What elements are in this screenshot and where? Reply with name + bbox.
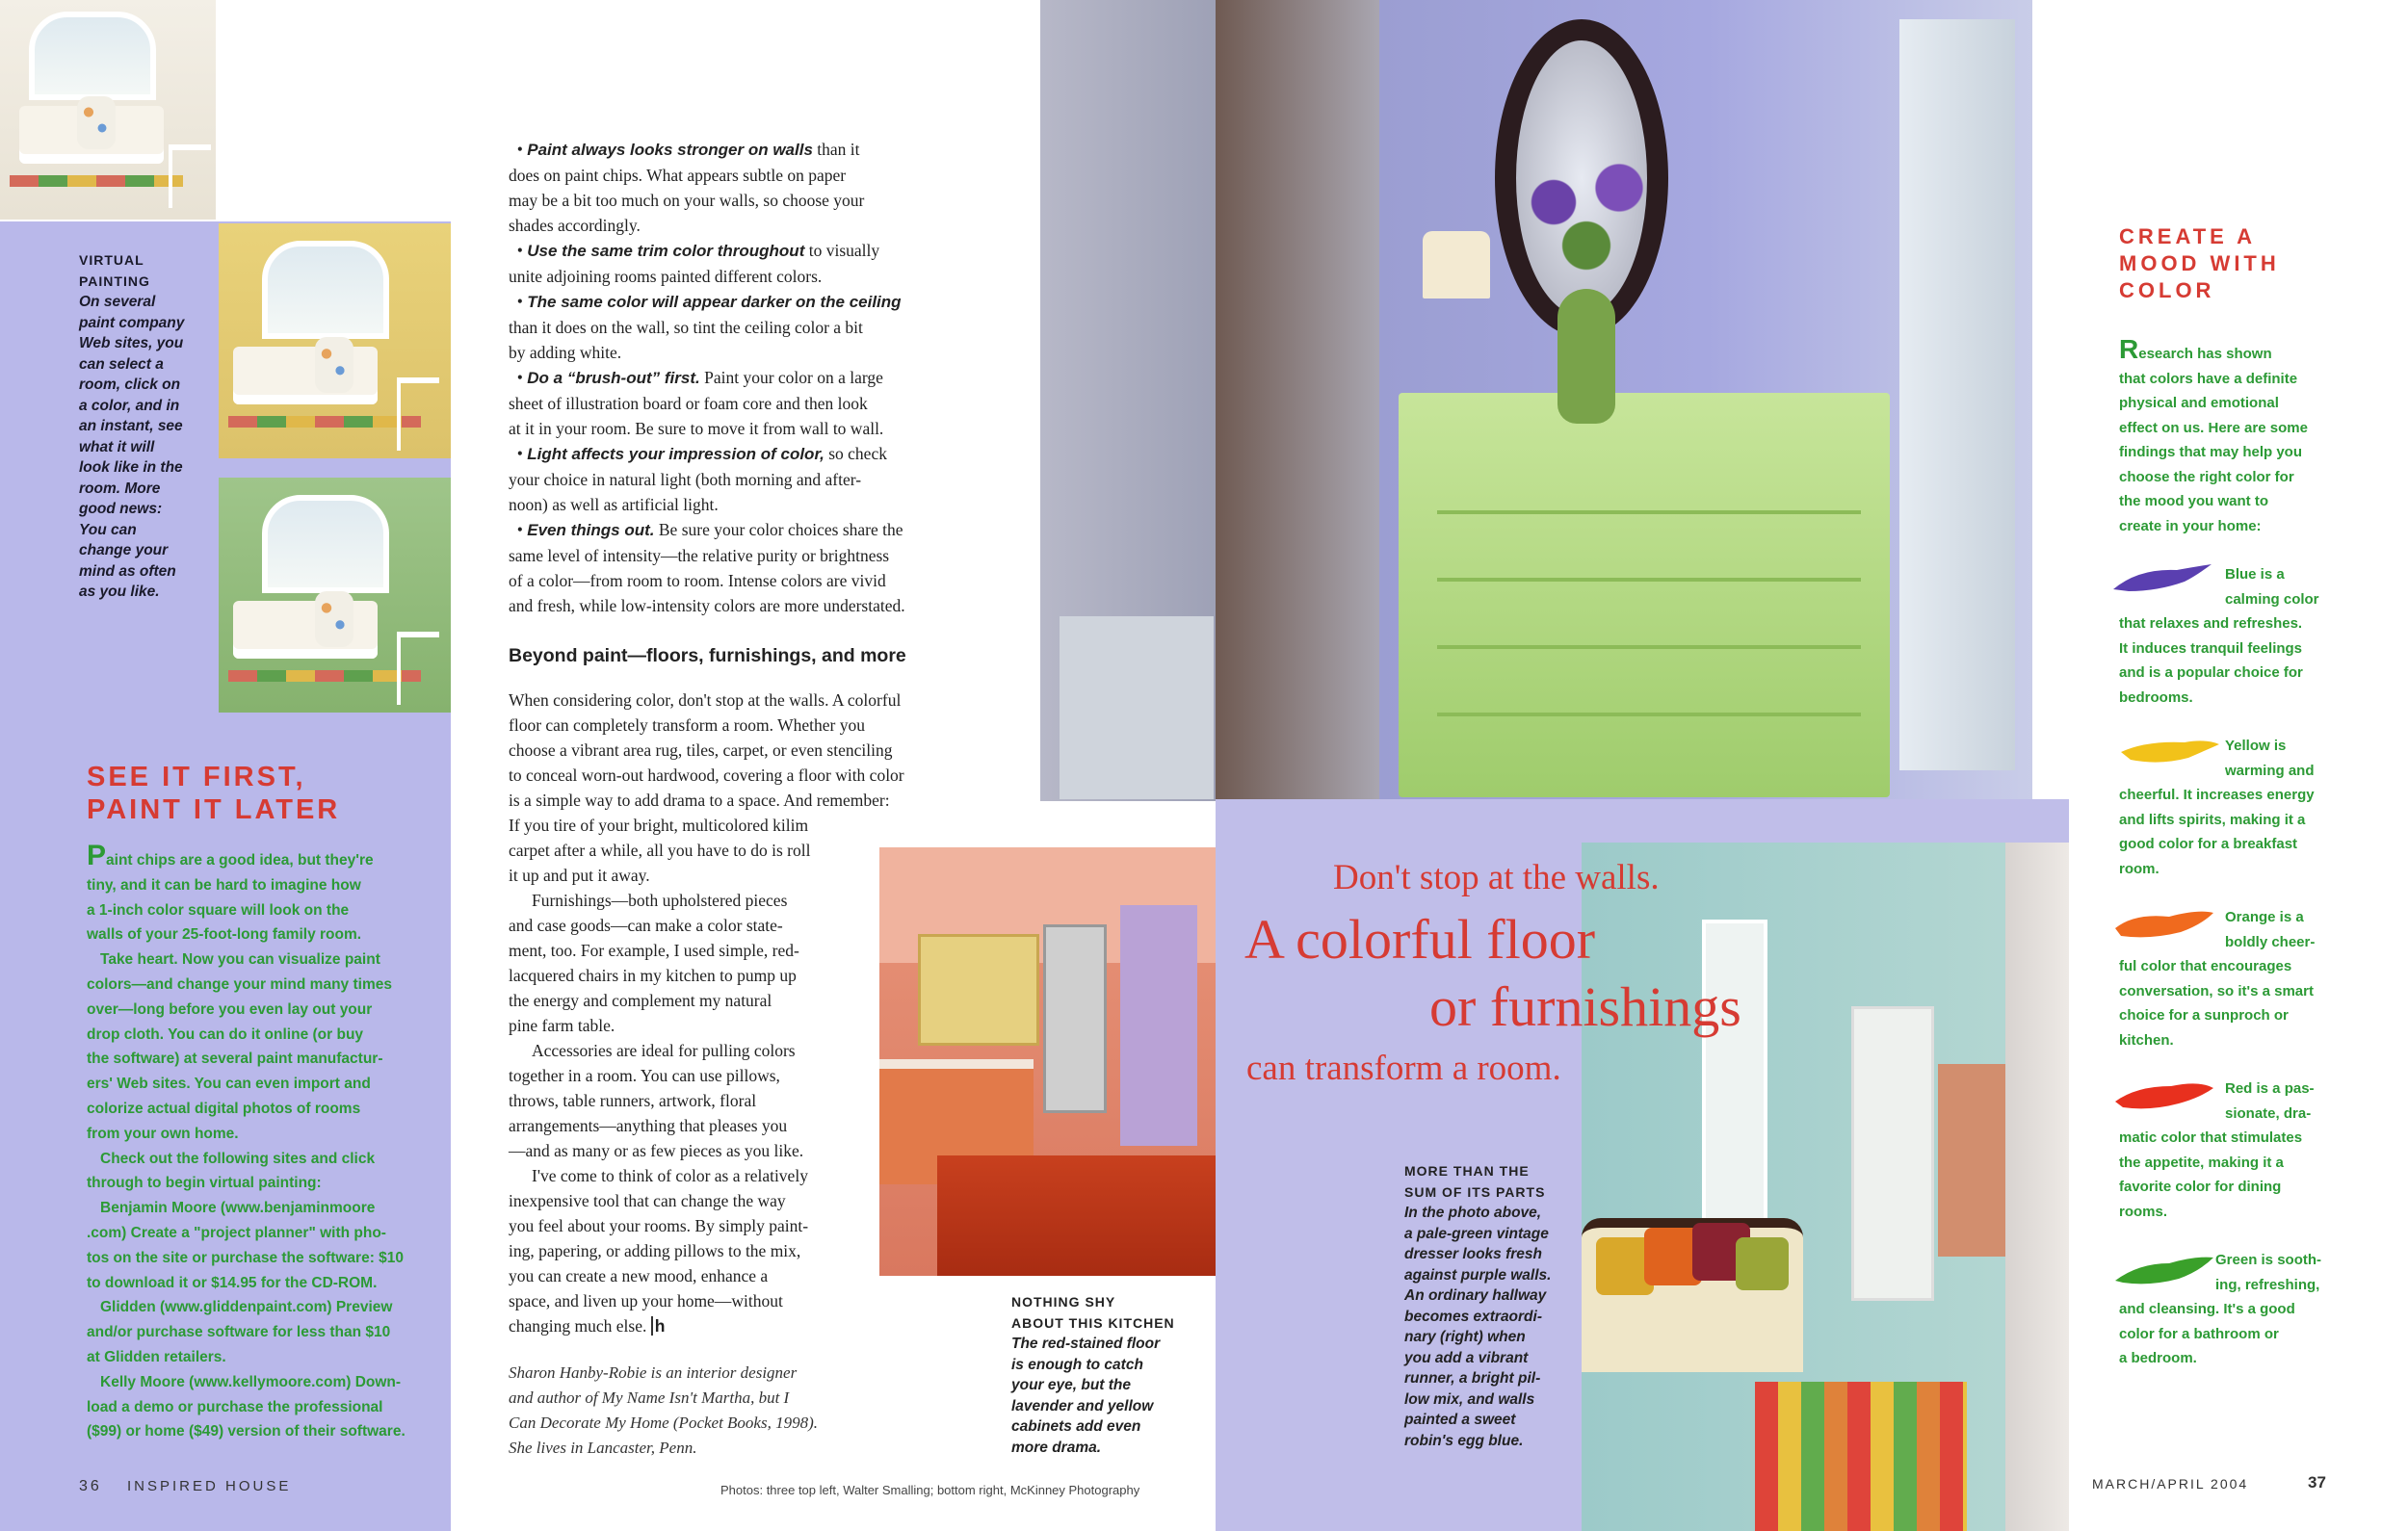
- mood-line: Orange is a: [2225, 909, 2304, 925]
- tip-bold: Even things out.: [527, 521, 655, 539]
- sidebar-line: a 1-inch color square will look on the: [87, 901, 350, 919]
- caption-line: is enough to catch: [1011, 1356, 1143, 1373]
- body-line: to conceal worn-out hardwood, covering a floor with color: [509, 766, 904, 785]
- mood-line: favorite color for dining: [2119, 1179, 2282, 1195]
- mood-line: ful color that encourages: [2119, 958, 2292, 974]
- body-line: carpet after a while, all you have to do is roll: [509, 841, 811, 860]
- hallway-caption: [1404, 1161, 1578, 1451]
- body-line: I've come to think of color as a relatively: [532, 1166, 808, 1185]
- caption-line: room, click on: [79, 376, 181, 393]
- end-mark: h: [651, 1316, 666, 1336]
- caption-line: lavender and yellow: [1011, 1397, 1154, 1414]
- caption-line: You can: [79, 521, 137, 538]
- body-line: When considering color, don't stop at the walls. A colorful: [509, 690, 902, 710]
- body-line: Furnishings—both upholstered pieces: [532, 891, 788, 910]
- mood-green: [2119, 1248, 2326, 1371]
- sidebar-line: Benjamin Moore (www.benjaminmoore: [100, 1200, 376, 1217]
- caption-heading: PAINTING: [79, 272, 150, 289]
- tip-line: by adding white.: [509, 343, 622, 362]
- tip-bold: Do a “brush-out” first.: [527, 369, 700, 387]
- dresser-photo: [1216, 0, 2032, 801]
- body-line: choose a vibrant area rug, tiles, carpet, or even stenciling: [509, 740, 893, 760]
- body-line: space, and liven up your home—without: [509, 1291, 783, 1310]
- tip-item: [509, 137, 961, 163]
- caption-heading: VIRTUAL: [79, 252, 144, 268]
- bullet: •: [509, 368, 528, 387]
- tip-line: noon) as well as artificial light.: [509, 495, 719, 514]
- tip-text: Be sure your color choices share the: [654, 520, 903, 539]
- body-line: —and as many or as few pieces as you like.: [509, 1141, 804, 1160]
- mood-title-line: CREATE A: [2119, 224, 2256, 248]
- bio-line: Sharon Hanby-Robie is an interior designer: [509, 1363, 798, 1382]
- beyond-column: [509, 688, 904, 1338]
- tip-line: at it in your room. Be sure to move it from wall to wall.: [509, 419, 884, 438]
- sidebar-line: and/or purchase software for less than $10: [87, 1324, 391, 1341]
- bullet: •: [509, 292, 528, 311]
- pull-quote-line: or furnishings: [1429, 975, 1741, 1038]
- sidebar-line: Take heart. Now you can visualize paint: [100, 951, 380, 969]
- tip-line: same level of intensity—the relative purity or brightness: [509, 546, 890, 565]
- page-number-left: 36: [79, 1478, 102, 1494]
- mood-title: [2119, 223, 2280, 304]
- caption-line: room. More: [79, 480, 161, 497]
- sidebar-body: [87, 840, 414, 1444]
- body-line: floor can completely transform a room. Whether you: [509, 715, 865, 735]
- sidebar-line: aint chips are a good idea, but they're: [106, 852, 374, 869]
- body-line: inexpensive tool that can change the way: [509, 1191, 786, 1210]
- caption-heading: ABOUT THIS KITCHEN: [1011, 1314, 1175, 1331]
- caption-line: against purple walls.: [1404, 1266, 1552, 1284]
- body-line: you feel about your rooms. By simply paint-: [509, 1216, 809, 1235]
- caption-line: can select a: [79, 355, 164, 373]
- caption-line: Web sites, you: [79, 335, 184, 351]
- mood-line: that relaxes and refreshes.: [2119, 615, 2303, 632]
- bio-line: Can Decorate My Home (Pocket Books, 1998).: [509, 1414, 819, 1432]
- mood-line: boldly cheer-: [2225, 933, 2316, 950]
- bullet: •: [509, 140, 528, 159]
- sidebar-line: the software) at several paint manufactur-: [87, 1051, 383, 1068]
- mood-line: Red is a pas-: [2225, 1080, 2315, 1097]
- mood-line: effect on us. Here are some: [2119, 419, 2308, 436]
- tip-line: may be a bit too much on your walls, so choose your: [509, 191, 865, 210]
- mood-line: room.: [2119, 860, 2159, 877]
- caption-heading: NOTHING SHY: [1011, 1294, 1116, 1310]
- caption-line: dresser looks fresh: [1404, 1246, 1543, 1262]
- sidebar-line: ers' Web sites. You can even import and: [87, 1076, 371, 1093]
- sidebar-line: colorize actual digital photos of rooms: [87, 1100, 361, 1117]
- body-line: and case goods—can make a color state-: [509, 916, 783, 935]
- caption-line: as you like.: [79, 584, 160, 600]
- caption-line: paint company: [79, 314, 185, 331]
- body-line: pine farm table.: [509, 1016, 615, 1035]
- mood-line: a bedroom.: [2119, 1350, 2197, 1366]
- mood-yellow: [2119, 734, 2326, 881]
- sidebar-line: over—long before you even lay out your: [87, 1000, 373, 1018]
- caption-line: An ordinary hallway: [1404, 1287, 1547, 1304]
- bullet: •: [509, 241, 528, 260]
- page-number-right: 37: [2308, 1473, 2326, 1492]
- tip-item: [509, 238, 961, 264]
- mood-line: the mood you want to: [2119, 493, 2268, 509]
- mood-line: sionate, dra-: [2225, 1104, 2312, 1122]
- mood-line: calming color: [2225, 590, 2319, 608]
- caption-line: nary (right) when: [1404, 1329, 1526, 1345]
- mood-title-line: COLOR: [2119, 278, 2215, 302]
- body-line: is a simple way to add drama to a space. And remember:: [509, 791, 890, 810]
- bio-line: and author of My Name Isn't Martha, but I: [509, 1388, 790, 1407]
- kitchen-caption: [1011, 1292, 1190, 1458]
- caption-line: becomes extraordi-: [1404, 1308, 1542, 1325]
- tip-line: and fresh, while low-intensity colors are more understated.: [509, 596, 905, 615]
- virtual-room-photo-green: [219, 478, 451, 713]
- body-line: throws, table runners, artwork, floral: [509, 1091, 757, 1110]
- tip-text: than it: [812, 140, 860, 159]
- caption-line: your eye, but the: [1011, 1377, 1132, 1393]
- caption-line: painted a sweet: [1404, 1412, 1516, 1428]
- caption-line: The red-stained floor: [1011, 1336, 1161, 1352]
- section-heading: Beyond paint—floors, furnishings, and more: [509, 645, 906, 666]
- mood-line: physical and emotional: [2119, 395, 2279, 411]
- body-line: the energy and complement my natural: [509, 991, 772, 1010]
- mood-line: color for a bathroom or: [2119, 1325, 2279, 1342]
- mood-line: create in your home:: [2119, 517, 2262, 534]
- tip-bold: The same color will appear darker on the ceiling: [527, 293, 902, 311]
- mood-red: [2119, 1077, 2326, 1224]
- mood-line: and cleansing. It's a good: [2119, 1301, 2295, 1317]
- caption-line: mind as often: [79, 562, 176, 580]
- pull-quote-line: can transform a room.: [1246, 1049, 1561, 1088]
- mood-blue: [2119, 562, 2326, 710]
- body-line: arrangements—anything that pleases you: [509, 1116, 788, 1135]
- mood-line: rooms.: [2119, 1203, 2168, 1220]
- tip-text: Paint your color on a large: [699, 368, 883, 387]
- sidebar-line: from your own home.: [87, 1125, 239, 1142]
- sidebar-title-line: PAINT IT LATER: [87, 794, 341, 825]
- mood-line: and is a popular choice for: [2119, 664, 2303, 681]
- body-line: ment, too. For example, I used simple, red-: [509, 941, 799, 960]
- virtual-room-photo-white: [0, 0, 216, 220]
- mood-line: choose the right color for: [2119, 468, 2294, 485]
- mood-intro: [2119, 334, 2326, 538]
- tips-column: [509, 137, 961, 618]
- sidebar-line: Kelly Moore (www.kellymoore.com) Down-: [100, 1373, 402, 1390]
- body-line: If you tire of your bright, multicolored kilim: [509, 816, 809, 835]
- sidebar-line: walls of your 25-foot-long family room.: [87, 926, 362, 944]
- sidebar-line: tiny, and it can be hard to imagine how: [87, 876, 361, 894]
- caption-line: change your: [79, 542, 169, 558]
- tip-bold: Paint always looks stronger on walls: [527, 141, 813, 159]
- mood-line: warming and: [2225, 762, 2315, 779]
- sidebar-line: at Glidden retailers.: [87, 1348, 226, 1365]
- bullet: •: [509, 520, 528, 539]
- caption-line: an instant, see: [79, 418, 183, 434]
- author-bio: [509, 1361, 875, 1461]
- mood-line: It induces tranquil feelings: [2119, 639, 2303, 657]
- tip-item: [509, 441, 961, 467]
- tip-item: [509, 365, 961, 391]
- tip-line: of a color—from room to room. Intense colors are vivid: [509, 571, 886, 590]
- photo-credit: Photos: three top left, Walter Smalling; bottom right, McKinney Photography: [720, 1483, 1140, 1497]
- mood-line: Blue is a: [2225, 566, 2285, 583]
- tip-line: sheet of illustration board or foam core and then look: [509, 394, 868, 413]
- sidebar-line: ($99) or home ($49) version of their software.: [87, 1423, 406, 1440]
- issue-date: MARCH/APRIL 2004: [2092, 1476, 2249, 1492]
- tip-text: to visually: [804, 241, 880, 260]
- mood-line: choice for a sunproch or: [2119, 1007, 2289, 1024]
- pull-quote-line: Don't stop at the walls.: [1333, 858, 1660, 897]
- caption-line: On several: [79, 294, 156, 310]
- tip-bold: Use the same trim color throughout: [527, 242, 805, 260]
- sidebar-line: drop cloth. You can do it online (or buy: [87, 1025, 364, 1043]
- caption-line: In the photo above,: [1404, 1205, 1542, 1221]
- mood-line: esearch has shown: [2138, 346, 2272, 362]
- sidebar-line: colors—and change your mind many times: [87, 975, 392, 993]
- tip-line: than it does on the wall, so tint the ceiling color a bit: [509, 318, 863, 337]
- sidebar-line: .com) Create a "project planner" with pho-: [87, 1224, 386, 1241]
- caption-line: look like in the: [79, 459, 183, 476]
- mood-line: and lifts spirits, making it a: [2119, 811, 2306, 828]
- mood-line: findings that may help you: [2119, 444, 2303, 460]
- tip-text: so check: [824, 444, 887, 463]
- tip-line: your choice in natural light (both morning and after-: [509, 470, 862, 489]
- caption-heading: MORE THAN THE: [1404, 1163, 1530, 1179]
- kitchen-photo: [879, 847, 1216, 1276]
- sidebar-line: through to begin virtual painting:: [87, 1175, 322, 1192]
- caption-heading: SUM OF ITS PARTS: [1404, 1183, 1546, 1200]
- caption-line: more drama.: [1011, 1439, 1102, 1456]
- caption-line: good news:: [79, 501, 163, 517]
- caption-line: a pale-green vintage: [1404, 1225, 1549, 1242]
- mood-line: kitchen.: [2119, 1031, 2174, 1049]
- caption-line: you add a vibrant: [1404, 1349, 1529, 1366]
- caption-line: cabinets add even: [1011, 1418, 1141, 1435]
- sidebar-title-line: SEE IT FIRST,: [87, 762, 306, 792]
- mood-line: conversation, so it's a smart: [2119, 982, 2314, 999]
- bio-line: She lives in Lancaster, Penn.: [509, 1439, 697, 1457]
- sidebar-line: Check out the following sites and click: [100, 1150, 376, 1167]
- caption-line: low mix, and walls: [1404, 1390, 1535, 1408]
- mood-line: cheerful. It increases energy: [2119, 787, 2315, 803]
- mood-line: Yellow is: [2225, 738, 2287, 754]
- sidebar-line: Glidden (www.gliddenpaint.com) Preview: [100, 1299, 393, 1316]
- mood-line: matic color that stimulates: [2119, 1129, 2303, 1146]
- body-line: lacquered chairs in my kitchen to pump up: [509, 966, 797, 985]
- mood-line: ing, refreshing,: [2215, 1276, 2320, 1293]
- caption-line: runner, a bright pil-: [1404, 1370, 1541, 1387]
- tip-item: [509, 289, 961, 315]
- tip-item: [509, 517, 961, 543]
- virtual-room-photo-yellow: [219, 223, 451, 458]
- tip-line: does on paint chips. What appears subtle on paper: [509, 166, 847, 185]
- sidebar-line: load a demo or purchase the professional: [87, 1398, 383, 1415]
- mood-orange: [2119, 905, 2326, 1052]
- mood-line: that colors have a definite: [2119, 370, 2298, 387]
- caption-line: robin's egg blue.: [1404, 1432, 1524, 1449]
- tip-bold: Light affects your impression of color,: [527, 445, 824, 463]
- pull-quote-line: A colorful floor: [1244, 908, 1596, 971]
- mood-line: bedrooms.: [2119, 688, 2193, 706]
- sidebar-title: [87, 761, 405, 826]
- caption-line: a color, and in: [79, 397, 180, 414]
- mood-line: the appetite, making it a: [2119, 1154, 2284, 1171]
- tip-line: unite adjoining rooms painted different colors.: [509, 267, 823, 286]
- drop-cap: R: [2119, 334, 2139, 364]
- body-line: Accessories are ideal for pulling colors: [532, 1041, 796, 1060]
- dresser-photo-edge: [1040, 0, 1216, 801]
- tip-line: shades accordingly.: [509, 216, 641, 235]
- virtual-painting-caption: [79, 250, 252, 603]
- body-line: together in a room. You can use pillows,: [509, 1066, 780, 1085]
- bullet: •: [509, 444, 528, 463]
- body-line: you can create a new mood, enhance a: [509, 1266, 769, 1285]
- hallway-photo: [1582, 843, 2071, 1531]
- drop-cap: P: [87, 840, 107, 871]
- caption-line: what it will: [79, 438, 155, 455]
- body-line: it up and put it away.: [509, 866, 650, 885]
- body-line: ing, papering, or adding pillows to the mix,: [509, 1241, 801, 1260]
- mood-title-line: MOOD WITH: [2119, 251, 2280, 275]
- body-line: changing much else.: [509, 1316, 647, 1336]
- publication-name: INSPIRED HOUSE: [127, 1478, 292, 1494]
- sidebar-line: tos on the site or purchase the software: $10: [87, 1249, 405, 1266]
- mood-line: Green is sooth-: [2215, 1252, 2322, 1268]
- sidebar-line: to download it or $14.95 for the CD-ROM.: [87, 1274, 378, 1291]
- mood-line: good color for a breakfast: [2119, 836, 2298, 852]
